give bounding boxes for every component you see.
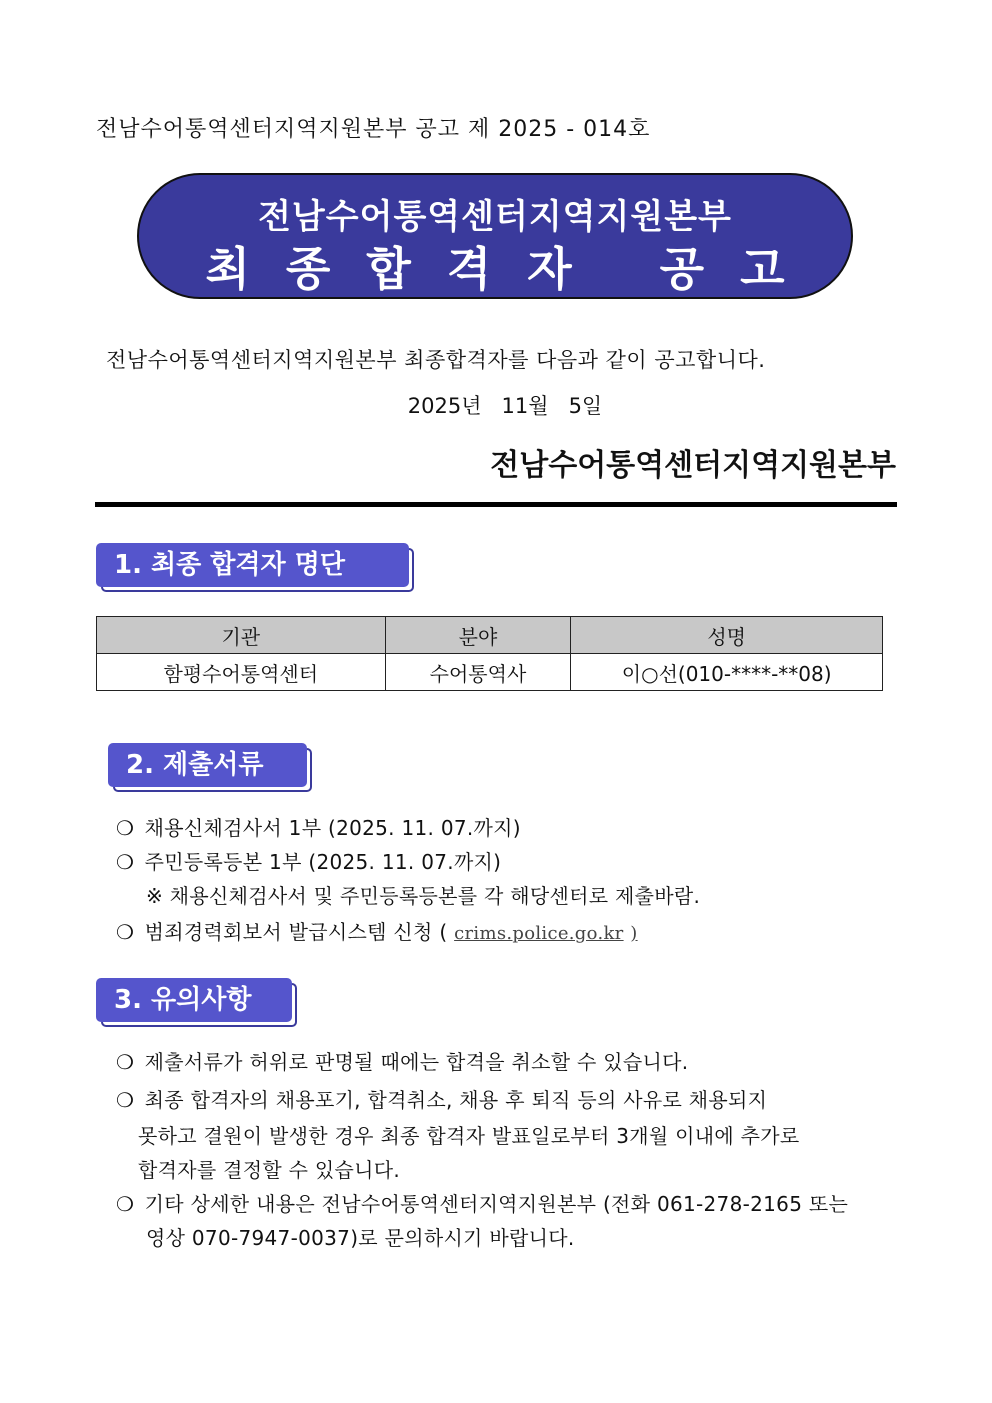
list-item-continuation: 못하고 결원이 발생한 경우 최종 합격자 발표일로부터 3개월 이내에 추가로 bbox=[138, 1124, 800, 1148]
bullet-icon: ❍ bbox=[116, 1050, 135, 1074]
list-item-text: 주민등록등본 1부 (2025. 11. 07.까지) bbox=[144, 850, 502, 874]
table-header-row bbox=[97, 617, 883, 654]
list-item-text: 최종 합격자의 채용포기, 합격취소, 채용 후 퇴직 등의 사유로 채용되지 bbox=[144, 1088, 768, 1112]
submission-note: ※ 채용신체검사서 및 주민등록등본를 각 해당센터로 제출바람. bbox=[146, 884, 701, 908]
list-item bbox=[116, 846, 501, 875]
list-item-text: 채용신체검사서 1부 (2025. 11. 07.까지) bbox=[144, 816, 521, 840]
section-header-finalists bbox=[96, 543, 409, 587]
table-cell: 수어통역사 bbox=[385, 654, 571, 691]
banner-organization: 전남수어통역센터지역지원본부 bbox=[258, 197, 732, 237]
section-header-documents bbox=[108, 743, 307, 787]
list-item-continuation: 영상 070-7947-0037)로 문의하시기 바랍니다. bbox=[146, 1226, 575, 1250]
table-row bbox=[97, 654, 883, 691]
list-item-text: 기타 상세한 내용은 전남수어통역센터지역지원본부 (전화 061-278-2165 또는 bbox=[144, 1192, 849, 1216]
divider bbox=[95, 502, 897, 507]
issuing-organization: 전남수어통역센터지역지원본부 bbox=[490, 448, 896, 483]
section-title: 2. 제출서류 bbox=[108, 743, 307, 787]
list-item-continuation: 합격자를 결정할 수 있습니다. bbox=[138, 1158, 401, 1182]
bullet-icon: ❍ bbox=[116, 920, 135, 944]
table-cell: 이○선(010-****-**08) bbox=[571, 654, 883, 691]
finalists-table bbox=[96, 616, 883, 691]
list-item bbox=[116, 916, 638, 945]
column-header: 기관 bbox=[97, 617, 386, 654]
bullet-icon: ❍ bbox=[116, 850, 135, 874]
notice-number: 전남수어통역센터지역지원본부 공고 제 2025 - 014호 bbox=[96, 117, 651, 142]
intro-text: 전남수어통역센터지역지원본부 최종합격자를 다음과 같이 공고합니다. bbox=[106, 348, 766, 372]
notice-date: 2025년 11월 5일 bbox=[407, 394, 603, 418]
list-item bbox=[116, 1188, 848, 1217]
list-item bbox=[116, 1046, 688, 1075]
section-title: 3. 유의사항 bbox=[96, 978, 292, 1022]
section-header-notes bbox=[96, 978, 292, 1022]
list-item-text: 제출서류가 허위로 판명될 때에는 합격을 취소할 수 있습니다. bbox=[144, 1050, 689, 1074]
banner-title: 최종합격자 공고 bbox=[205, 242, 821, 296]
bullet-icon: ❍ bbox=[116, 1192, 135, 1216]
bullet-icon: ❍ bbox=[116, 816, 135, 840]
link-close-paren: ) bbox=[630, 923, 638, 944]
table-cell: 함평수어통역센터 bbox=[97, 654, 386, 691]
column-header: 성명 bbox=[571, 617, 883, 654]
list-item-text: 범죄경력회보서 발급시스템 신청 ( bbox=[144, 920, 448, 944]
bullet-icon: ❍ bbox=[116, 1088, 135, 1112]
column-header: 분야 bbox=[385, 617, 571, 654]
list-item bbox=[116, 812, 521, 841]
title-banner bbox=[137, 173, 853, 299]
section-title: 1. 최종 합격자 명단 bbox=[96, 543, 409, 587]
list-item bbox=[116, 1084, 767, 1113]
crims-link[interactable]: crims.police.go.kr bbox=[454, 923, 624, 944]
